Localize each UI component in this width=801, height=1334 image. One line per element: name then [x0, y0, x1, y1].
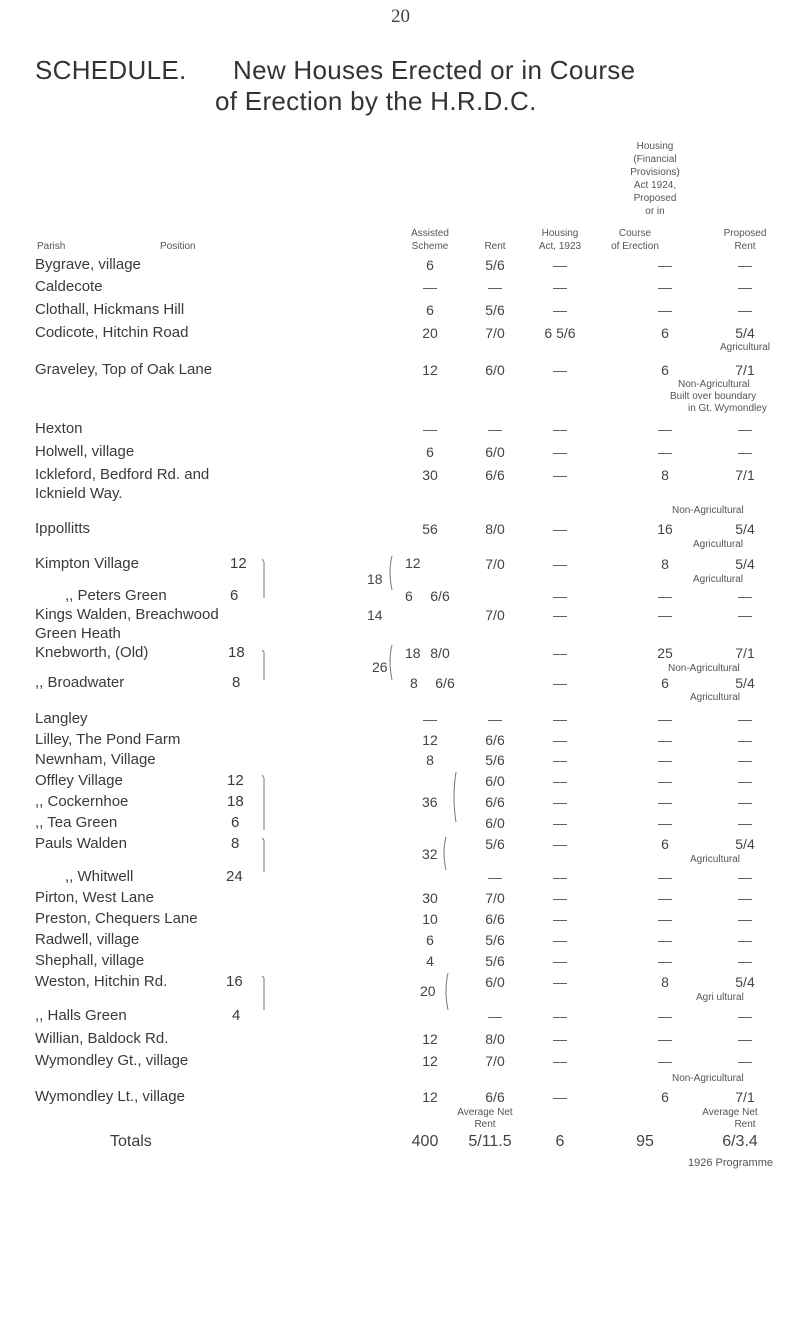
row-h23: — — [553, 1031, 567, 1047]
row-h23: — — [553, 836, 567, 852]
average-net-rent-label-2: Rent — [474, 1119, 496, 1130]
row-h23: — — [553, 607, 567, 623]
row-scheme: 30 — [422, 890, 438, 906]
row-scheme: — — [423, 711, 437, 727]
row-course: — — [658, 932, 672, 948]
row-note: Agricultural — [693, 574, 744, 585]
row-sub-count: 6 — [230, 587, 239, 604]
row-scheme: 32 — [422, 846, 438, 862]
row-h23: — — [553, 1053, 567, 1069]
row-h23: — — [553, 953, 567, 969]
row-parish: Codicote, Hitchin Road — [35, 324, 189, 341]
row-course: 8 — [661, 556, 669, 572]
row-rent: 5/6 — [485, 836, 505, 852]
row-note: Non-Agricultural — [672, 1073, 744, 1084]
average-net-rent-right: Average Net — [702, 1107, 758, 1118]
row-prent: 5/4 — [735, 521, 755, 537]
header-housing-1923-2: Act, 1923 — [538, 241, 582, 252]
row-scheme: — — [423, 421, 437, 437]
row-scheme: 12 — [422, 1031, 438, 1047]
row-scheme: 6 — [426, 257, 434, 273]
row-sub-count: 6 — [231, 814, 240, 831]
totals-prent: 6/3.4 — [722, 1133, 758, 1150]
row-course: 6 — [661, 362, 669, 378]
programme-note: 1926 Programme — [688, 1157, 773, 1169]
row-parish: ,, Whitwell — [65, 868, 134, 885]
row-h23: — — [553, 421, 567, 437]
row-rent: 6/6 — [485, 732, 505, 748]
header-housing-1924-6: or in — [645, 206, 665, 217]
row-course: — — [658, 588, 672, 604]
row-parish: Weston, Hitchin Rd. — [35, 973, 168, 990]
average-net-rent-label: Average Net — [457, 1107, 513, 1118]
header-position: Position — [160, 241, 196, 252]
row-sub-count: 12 — [230, 555, 247, 572]
row-rent: 8/0 — [430, 645, 450, 661]
row-scheme: — — [423, 279, 437, 295]
totals-label: Totals — [110, 1133, 152, 1150]
row-note: Agricultural — [720, 342, 771, 353]
row-parish: Shephall, village — [35, 952, 145, 969]
row-h23: — — [553, 588, 567, 604]
row-h23: — — [553, 711, 567, 727]
row-sub-count: 8 — [232, 674, 241, 691]
row-parish: ,, Cockernhoe — [35, 793, 129, 810]
header-proposed-rent: Rent — [734, 241, 756, 252]
row-scheme: 26 — [372, 659, 388, 675]
row-prent: 7/1 — [735, 362, 755, 378]
row-prent: 5/4 — [735, 974, 755, 990]
row-parish: ,, Halls Green — [35, 1007, 127, 1024]
row-rent: 5/6 — [485, 257, 505, 273]
row-scheme: 36 — [422, 794, 438, 810]
row-rent: 5/6 — [485, 932, 505, 948]
row-rent: 6/0 — [485, 773, 505, 789]
title-line-2: of Erection by the H.R.D.C. — [215, 86, 537, 116]
row-inner: 8 — [410, 675, 418, 691]
row-rent: 6/0 — [485, 815, 505, 831]
row-sub-count: 24 — [226, 868, 243, 885]
row-h23: — — [553, 815, 567, 831]
row-inner: 18 — [405, 645, 421, 661]
row-parish: Caldecote — [35, 278, 103, 295]
totals-course: 95 — [636, 1133, 654, 1150]
row-parish: Bygrave, village — [35, 256, 141, 273]
row-h23: — — [553, 556, 567, 572]
row-prent: — — [738, 607, 752, 623]
row-prent: — — [738, 932, 752, 948]
row-parish: Preston, Chequers Lane — [35, 910, 198, 927]
row-parish: Kings Walden, Breachwood — [35, 606, 219, 623]
row-parish: Newnham, Village — [35, 751, 156, 768]
row-h23: — — [553, 794, 567, 810]
row-parish-cont: Green Heath — [35, 625, 121, 642]
row-course: — — [658, 257, 672, 273]
row-course: — — [658, 279, 672, 295]
row-course: — — [658, 711, 672, 727]
row-parish: ,, Tea Green — [35, 814, 118, 831]
row-course: — — [658, 421, 672, 437]
row-scheme: 6 — [426, 444, 434, 460]
row-scheme: 20 — [422, 325, 438, 341]
row-note: Agri ultural — [696, 992, 744, 1003]
row-prent: — — [738, 421, 752, 437]
row-rent: 6/6 — [485, 467, 505, 483]
row-scheme: 12 — [422, 732, 438, 748]
row-rent: — — [488, 421, 502, 437]
row-scheme: 14 — [367, 607, 383, 623]
row-rent: 6/6 — [485, 794, 505, 810]
row-course: 6 — [661, 836, 669, 852]
row-rent: 6/0 — [485, 362, 505, 378]
row-prent: — — [738, 279, 752, 295]
row-h23: — — [553, 890, 567, 906]
row-prent: — — [738, 752, 752, 768]
row-course: — — [658, 1053, 672, 1069]
row-parish-cont: Icknield Way. — [35, 485, 123, 502]
row-prent: — — [738, 711, 752, 727]
row-course: 8 — [661, 974, 669, 990]
row-course: — — [658, 444, 672, 460]
row-prent: 7/1 — [735, 1089, 755, 1105]
row-rent: — — [488, 279, 502, 295]
row-note: Agricultural — [690, 854, 741, 865]
row-prent: — — [738, 732, 752, 748]
row-parish: Ickleford, Bedford Rd. and — [35, 466, 210, 483]
header-housing-1924-4: Act 1924, — [633, 180, 677, 191]
row-parish: Holwell, village — [35, 443, 135, 460]
row-course: — — [658, 815, 672, 831]
row-course: 6 — [661, 325, 669, 341]
header-housing-1924-3: Provisions) — [630, 167, 680, 178]
totals-scheme: 400 — [411, 1133, 439, 1150]
row-scheme: 12 — [422, 362, 438, 378]
row-parish: Willian, Baldock Rd. — [35, 1030, 169, 1047]
title-line-1: New Houses Erected or in Course — [233, 55, 636, 85]
row-rent: 6/6 — [485, 911, 505, 927]
row-scheme: 10 — [422, 911, 438, 927]
row-parish: Clothall, Hickmans Hill — [35, 301, 185, 318]
row-scheme: 20 — [420, 983, 436, 999]
row-h23: — — [553, 911, 567, 927]
row-course: — — [658, 773, 672, 789]
row-sub-count: 4 — [232, 1007, 241, 1024]
row-sub-count: 18 — [228, 644, 245, 661]
row-parish: Kimpton Village — [35, 555, 139, 572]
row-course: — — [658, 302, 672, 318]
row-parish: Radwell, village — [35, 931, 140, 948]
row-h23: — — [553, 521, 567, 537]
row-h23: — — [553, 974, 567, 990]
row-inner: 6 — [405, 588, 413, 604]
row-course: 16 — [657, 521, 673, 537]
row-rent: 7/0 — [485, 556, 505, 572]
row-rent: — — [488, 869, 502, 885]
row-h23: — — [553, 732, 567, 748]
row-parish: Wymondley Gt., village — [35, 1052, 189, 1069]
row-sub-count: 8 — [231, 835, 240, 852]
row-course: — — [658, 732, 672, 748]
row-rent: 6/6 — [430, 588, 450, 604]
row-h23: 6 5/6 — [544, 325, 576, 341]
row-course: — — [658, 752, 672, 768]
row-note: Built over boundary — [670, 391, 757, 402]
row-rent: 6/0 — [485, 974, 505, 990]
row-rent: 6/0 — [485, 444, 505, 460]
row-parish: Ippollitts — [35, 520, 91, 537]
header-rent: Rent — [484, 241, 506, 252]
header-assisted-1: Assisted — [411, 228, 449, 239]
row-prent: — — [738, 869, 752, 885]
row-note: Non-Agricultural — [668, 663, 740, 674]
row-note: Agricultural — [693, 539, 744, 550]
row-h23: — — [553, 932, 567, 948]
row-rent: — — [488, 711, 502, 727]
row-course: 6 — [661, 1089, 669, 1105]
row-sub-count: 12 — [227, 772, 244, 789]
row-course: — — [658, 1008, 672, 1024]
row-rent: 6/6 — [485, 1089, 505, 1105]
row-scheme: 12 — [422, 1089, 438, 1105]
row-prent: — — [738, 1031, 752, 1047]
totals-rent: 5/11.5 — [468, 1133, 512, 1150]
row-prent: — — [738, 794, 752, 810]
row-prent: 7/1 — [735, 645, 755, 661]
row-scheme: 4 — [426, 953, 434, 969]
row-parish: Wymondley Lt., village — [35, 1088, 185, 1105]
row-h23: — — [553, 362, 567, 378]
row-course: — — [658, 794, 672, 810]
row-course: 25 — [657, 645, 673, 661]
row-parish: Langley — [35, 710, 88, 727]
row-prent: — — [738, 911, 752, 927]
header-parish: Parish — [37, 241, 66, 252]
row-course: — — [658, 911, 672, 927]
row-prent: — — [738, 302, 752, 318]
row-h23: — — [553, 675, 567, 691]
row-prent: 5/4 — [735, 556, 755, 572]
header-housing-1924-5: Proposed — [633, 193, 677, 204]
header-housing-1923-1: Housing — [541, 228, 579, 239]
row-rent: — — [488, 1008, 502, 1024]
row-prent: — — [738, 773, 752, 789]
row-rent: 7/0 — [485, 325, 505, 341]
schedule-heading: SCHEDULE. — [35, 55, 187, 85]
row-rent: 8/0 — [485, 1031, 505, 1047]
row-prent: 5/4 — [735, 836, 755, 852]
row-parish: Lilley, The Pond Farm — [35, 731, 181, 748]
row-h23: — — [553, 1008, 567, 1024]
row-course: 6 — [661, 675, 669, 691]
row-rent: 7/0 — [485, 1053, 505, 1069]
row-note: in Gt. Wymondley — [688, 403, 767, 414]
row-rent: 5/6 — [485, 302, 505, 318]
row-inner: 12 — [405, 555, 421, 571]
row-scheme: 56 — [422, 521, 438, 537]
row-course: 8 — [661, 467, 669, 483]
row-course: — — [658, 1031, 672, 1047]
row-prent: — — [738, 1053, 752, 1069]
row-note: Agricultural — [690, 692, 741, 703]
row-h23: — — [553, 467, 567, 483]
row-rent: 7/0 — [485, 607, 505, 623]
row-h23: — — [553, 752, 567, 768]
row-parish: Pauls Walden — [35, 835, 127, 852]
header-housing-1924-1: Housing — [636, 141, 674, 152]
row-rent: 6/6 — [435, 675, 455, 691]
row-prent: 7/1 — [735, 467, 755, 483]
page-number: 20 — [391, 6, 410, 27]
row-prent: — — [738, 890, 752, 906]
row-parish: Offley Village — [35, 772, 123, 789]
row-course: — — [658, 953, 672, 969]
row-h23: — — [553, 444, 567, 460]
row-scheme: 6 — [426, 302, 434, 318]
row-prent: 5/4 — [735, 325, 755, 341]
row-prent: 5/4 — [735, 675, 755, 691]
row-h23: — — [553, 773, 567, 789]
row-note: Non-Agricultural — [678, 379, 750, 390]
header-course: Course — [618, 228, 652, 239]
row-h23: — — [553, 645, 567, 661]
row-parish: ,, Peters Green — [65, 587, 167, 604]
row-rent: 8/0 — [485, 521, 505, 537]
row-h23: — — [553, 302, 567, 318]
row-sub-count: 16 — [226, 973, 243, 990]
row-rent: 7/0 — [485, 890, 505, 906]
row-course: — — [658, 607, 672, 623]
row-scheme: 12 — [422, 1053, 438, 1069]
row-prent: — — [738, 1008, 752, 1024]
average-net-rent-right-2: Rent — [734, 1119, 756, 1130]
row-parish: Graveley, Top of Oak Lane — [35, 361, 213, 378]
row-scheme: 18 — [367, 571, 383, 587]
row-prent: — — [738, 257, 752, 273]
header-housing-1924-2: (Financial — [633, 154, 677, 165]
header-assisted-2: Scheme — [411, 241, 449, 252]
row-rent: 5/6 — [485, 752, 505, 768]
row-scheme: 30 — [422, 467, 438, 483]
row-h23: — — [553, 869, 567, 885]
header-of-erection: of Erection — [611, 241, 659, 252]
row-rent: 5/6 — [485, 953, 505, 969]
row-prent: — — [738, 953, 752, 969]
row-prent: — — [738, 588, 752, 604]
header-proposed: Proposed — [723, 228, 767, 239]
row-h23: — — [553, 279, 567, 295]
row-parish: ,, Broadwater — [35, 674, 125, 691]
row-parish: Knebworth, (Old) — [35, 644, 149, 661]
row-sub-count: 18 — [227, 793, 244, 810]
row-prent: — — [738, 444, 752, 460]
row-h23: — — [553, 257, 567, 273]
row-h23: — — [553, 1089, 567, 1105]
row-course: — — [658, 869, 672, 885]
row-parish: Pirton, West Lane — [35, 889, 154, 906]
totals-h23: 6 — [555, 1133, 565, 1150]
row-prent: — — [738, 815, 752, 831]
row-note: Non-Agricultural — [672, 505, 744, 516]
row-scheme: 6 — [426, 932, 434, 948]
row-parish: Hexton — [35, 420, 83, 437]
row-course: — — [658, 890, 672, 906]
row-scheme: 8 — [426, 752, 434, 768]
